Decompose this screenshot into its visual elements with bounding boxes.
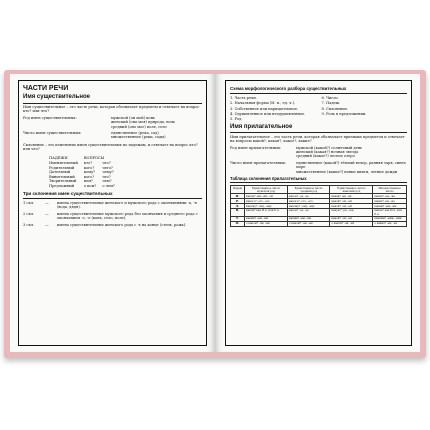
table-cell: Т. <box>231 217 245 222</box>
table-cell: какая? -ая, -яя <box>330 194 373 199</box>
gender-value: средний (оно мое) поле, село <box>111 124 167 129</box>
divider <box>23 103 202 104</box>
divider <box>230 93 407 94</box>
left-panel <box>18 80 207 346</box>
divider <box>230 182 407 183</box>
table-cell: о каком? -ом, -ем <box>288 221 330 226</box>
case-question: кого? <box>83 165 95 170</box>
column-header: Множественное число <box>373 186 407 194</box>
adj-gender-value: средний (какое?) лесное озеро <box>296 154 355 159</box>
declension-number: 1 скл. <box>23 201 35 206</box>
list-item: 2. Начальная форма (И. п., ед. ч.). <box>230 101 296 106</box>
cases-table <box>49 156 121 189</box>
declension-text: имена существительные женского рода с -ь на конце (степь, рожь). <box>57 222 187 227</box>
table-cell: каким? -ым, -им <box>373 204 407 209</box>
gender-block <box>23 116 202 129</box>
column-header: Падеж <box>231 186 245 194</box>
case-name: Дательный <box>49 170 71 175</box>
table-row <box>231 209 407 217</box>
number-value: единственное (река, сад) <box>111 131 159 136</box>
case-name: Именительный <box>49 161 78 166</box>
divider <box>230 132 407 133</box>
adj-number-value: множественное (какие?) новые книги, летние дожди <box>296 169 398 174</box>
scheme-title: Схема морфологического разбора существительных <box>230 86 347 91</box>
number-value: множественное (реки, сады) <box>111 135 166 140</box>
right-page <box>215 74 420 352</box>
case-question: о ком? <box>83 183 97 188</box>
column-header: Единственное число женский род <box>330 186 373 194</box>
column-header: Единственное число средний род <box>288 186 330 194</box>
list-item: 5. Род. <box>230 117 243 122</box>
adjective-definition: Имя прилагательное – это часть речи, которая обозначает признаки предметов и отвечает на вопросы какой?, какая?, какое?, какие? <box>230 134 405 144</box>
adj-number-block <box>230 161 407 174</box>
gender-value: мужской (он мой) конь <box>111 115 155 120</box>
gender-value: женский (она моя) природа, ночь <box>111 120 176 125</box>
list-item: 8. Склонение. <box>321 106 349 111</box>
table-header-row <box>231 186 407 194</box>
case-question: чего? <box>102 165 113 170</box>
table-cell: каких? -ых, -их <box>373 199 407 204</box>
noun-subtitle: Имя существительное <box>23 94 90 100</box>
adj-gender-label: Род имен прилагательных: <box>230 145 282 150</box>
table-row <box>49 161 121 166</box>
table-cell: какой? -ой, -ей <box>330 204 373 209</box>
table-cell: какого? -ого, -его <box>245 199 288 204</box>
case-question: кто? <box>83 161 93 166</box>
list-item: 1. Часть речи. <box>230 95 257 100</box>
case-question: кому? <box>83 170 96 175</box>
table-cell: Р. <box>231 199 245 204</box>
table-cell: о каких? -ых, -их <box>373 221 407 226</box>
column-header: Единственное число мужской род <box>245 186 288 194</box>
gender-label: Род имен существительных: <box>23 115 77 120</box>
declension-text: имена существительные женского и мужского рода с окончаниями -а, -я (вода, дядя). <box>57 201 197 210</box>
list-item: 3. Собственное или нарицательное. <box>230 106 299 111</box>
table-row <box>49 170 121 175</box>
table-cell: И. <box>231 194 245 199</box>
declension-item <box>23 223 202 227</box>
table-cell: Д. <box>231 204 245 209</box>
declension-number: 2 скл. <box>23 211 35 216</box>
list-item: 9. Роль в предложении. <box>321 111 367 116</box>
table-cell: какие? как И.п. или Р.п. <box>373 209 407 217</box>
table-cell: какие? -ые, -ие <box>373 194 407 199</box>
table-cell: какой? -ой, -ей <box>330 217 373 222</box>
case-name: Творительный <box>49 179 77 184</box>
dash: — <box>45 222 49 227</box>
dash: — <box>45 211 49 216</box>
adj-number-label: Число имен прилагательных: <box>230 160 287 165</box>
declension-text: имена существительные мужского рода без окончания и среднего рода с окончанием -о, -е (конь, село, поле). <box>57 211 198 221</box>
table-row <box>49 184 121 189</box>
table-cell: какое? -ое, -ее <box>288 209 330 217</box>
questions-header: ВОПРОСЫ <box>83 155 105 160</box>
divider <box>23 198 202 199</box>
list-item: 4. Одушевленное или неодушевленное. <box>230 111 306 116</box>
case-question: чему? <box>102 170 114 175</box>
case-name: Предложный <box>49 183 75 188</box>
case-question: чем? <box>102 179 112 184</box>
case-name: Родительный <box>49 165 75 170</box>
case-question: что? <box>102 161 111 166</box>
adj-gender-value: мужской (какой?) солнечный день <box>296 145 363 150</box>
table-cell: какую? -ую, -юю <box>330 209 373 217</box>
list-item: 6. Число. <box>321 95 339 100</box>
table-cell: какой? как И.п. или Р.п. <box>245 209 288 217</box>
page-title: ЧАСТИ РЕЧИ <box>23 85 69 92</box>
table-cell: П. <box>231 221 245 226</box>
table-cell: какого? -ого, -его <box>288 199 330 204</box>
book-spread <box>10 74 420 352</box>
table-cell: какой? -ый, -ий, -ой <box>245 194 288 199</box>
declension-number: 3 скл. <box>23 222 35 227</box>
table-cell: каким? -ым, -им <box>288 217 330 222</box>
table-cell: о каком? -ом, -ем <box>245 221 288 226</box>
list-item: 7. Падеж. <box>321 101 341 106</box>
case-question: кого? <box>83 174 95 179</box>
table-cell: какому? -ому, -ему <box>245 204 288 209</box>
adj-number-value: единственное (какой?) тёплый вечер, ранняя заря, синее море <box>296 160 406 170</box>
case-question: кем? <box>83 179 93 184</box>
declension-item <box>23 212 202 221</box>
adjective-title: Имя прилагательное <box>230 123 293 130</box>
scheme-list <box>230 96 407 123</box>
table-cell: о какой? -ой, -ей <box>330 221 373 226</box>
table-cell: какое? -ое, -ее <box>288 194 330 199</box>
table-cell: какой? -ой, -ей <box>330 199 373 204</box>
left-page <box>10 74 215 352</box>
table-title: Таблица склонения прилагательных <box>230 175 307 181</box>
right-panel <box>225 80 412 346</box>
number-label: Число имен существительных: <box>23 131 82 136</box>
number-block <box>23 131 202 140</box>
case-question: о чем? <box>102 183 115 188</box>
table-cell: какими? -ыми, -ими <box>373 217 407 222</box>
case-question: что? <box>102 174 111 179</box>
table-row <box>49 179 121 184</box>
table-cell: В. <box>231 209 245 217</box>
declension-definition: Склонение – это изменение имен существительных по падежам, и отвечает на вопрос кто? или что? <box>23 142 198 152</box>
table-cell: каким? -ым, -им <box>245 217 288 222</box>
adj-gender-value: женский (какая?) ночная звезда <box>296 149 359 154</box>
table-row <box>231 221 407 226</box>
noun-definition: Имя существительное – это часть речи, которая обозначает предметы и отвечает на вопрос кто? или что? <box>23 105 200 114</box>
adjective-declension-table <box>230 185 407 226</box>
cases-header: ПАДЕЖИ <box>49 155 68 160</box>
case-name: Винительный <box>49 174 75 179</box>
declension-item <box>23 201 202 210</box>
adj-gender-block <box>230 146 407 159</box>
declensions-title: Три склонения имен существительных <box>23 191 113 197</box>
dash: — <box>45 201 49 206</box>
table-cell: какому? -ому, -ему <box>288 204 330 209</box>
